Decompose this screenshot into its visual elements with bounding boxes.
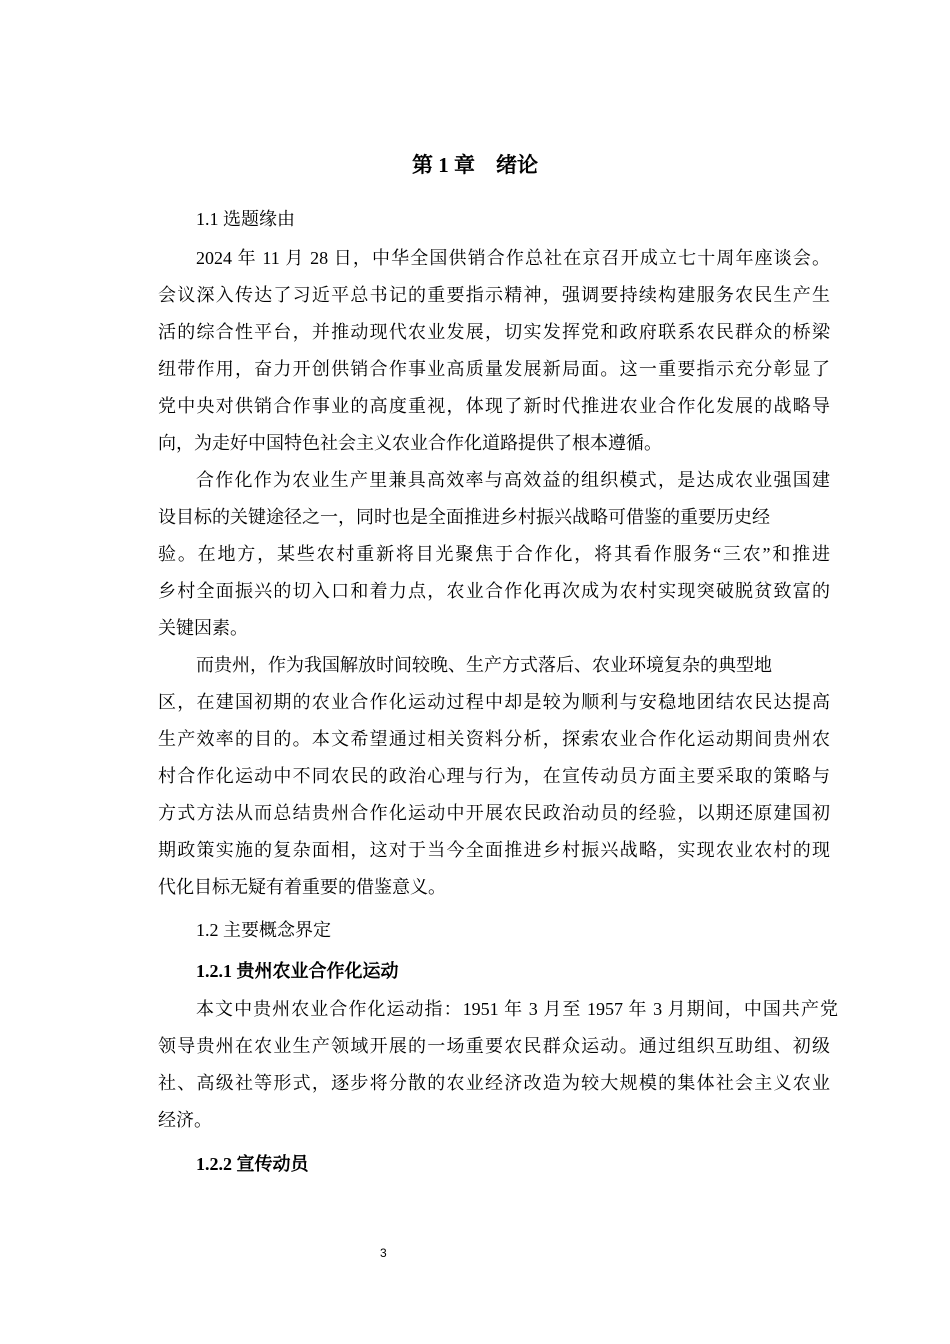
text-line: 方式方法从而总结贵州合作化运动中开展农民政治动员的经验，以期还原建国初 bbox=[158, 803, 830, 823]
text-line: 而贵州，作为我国解放时间较晚、生产方式落后、农业环境复杂的典型地 bbox=[196, 655, 772, 675]
text-line: 活的综合性平台，并推动现代农业发展，切实发挥党和政府联系农民群众的桥梁 bbox=[158, 322, 830, 342]
text-line: 领导贵州在农业生产领域开展的一场重要农民群众运动。通过组织互助组、初级 bbox=[158, 1036, 830, 1056]
text-line: 村合作化运动中不同农民的政治心理与行为，在宣传动员方面主要采取的策略与 bbox=[158, 766, 830, 786]
text-line: 社、高级社等形式，逐步将分散的农业经济改造为较大规模的集体社会主义农业 bbox=[158, 1073, 830, 1093]
text-line: 期政策实施的复杂面相，这对于当今全面推进乡村振兴战略，实现农业农村的现 bbox=[158, 840, 830, 860]
text-line: 设目标的关键途径之一，同时也是全面推进乡村振兴战略可借鉴的重要历史经 bbox=[158, 507, 770, 527]
section-heading-1-2: 1.2 主要概念界定 bbox=[196, 920, 331, 940]
text-line: 纽带作用，奋力开创供销合作事业高质量发展新局面。这一重要指示充分彰显了 bbox=[158, 359, 830, 379]
text-line: 会议深入传达了习近平总书记的重要指示精神，强调要持续构建服务农民生产生 bbox=[158, 285, 830, 305]
section-heading-1-1: 1.1 选题缘由 bbox=[196, 209, 295, 229]
subsection-heading-1-2-1: 1.2.1 贵州农业合作化运动 bbox=[196, 961, 399, 981]
text-line: 党中央对供销合作事业的高度重视，体现了新时代推进农业合作化发展的战略导 bbox=[158, 396, 830, 416]
text-line: 乡村全面振兴的切入口和着力点，农业合作化再次成为农村实现突破脱贫致富的 bbox=[158, 581, 830, 601]
text-line: 生产效率的目的。本文希望通过相关资料分析，探索农业合作化运动期间贵州农 bbox=[158, 729, 830, 749]
text-line: 代化目标无疑有着重要的借鉴意义。 bbox=[158, 877, 446, 897]
text-line: 本文中贵州农业合作化运动指：1951 年 3 月至 1957 年 3 月期间，中国共产党 bbox=[196, 999, 838, 1019]
text-line: 2024 年 11 月 28 日，中华全国供销合作总社在京召开成立七十周年座谈会。 bbox=[196, 248, 830, 268]
text-line: 关键因素。 bbox=[158, 618, 248, 638]
text-line: 区，在建国初期的农业合作化运动过程中却是较为顺利与安稳地团结农民达提高 bbox=[158, 692, 830, 712]
chapter-title: 第 1 章 绪论 bbox=[412, 153, 538, 177]
text-line: 合作化作为农业生产里兼具高效率与高效益的组织模式，是达成农业强国建 bbox=[196, 470, 830, 490]
text-line: 向，为走好中国特色社会主义农业合作化道路提供了根本遵循。 bbox=[158, 433, 662, 453]
page-number: 3 bbox=[380, 1246, 387, 1260]
text-line: 验。在地方，某些农村重新将目光聚焦于合作化，将其看作服务“三农”和推进 bbox=[158, 544, 830, 564]
subsection-heading-1-2-2: 1.2.2 宣传动员 bbox=[196, 1154, 309, 1174]
text-line: 经济。 bbox=[158, 1110, 212, 1130]
